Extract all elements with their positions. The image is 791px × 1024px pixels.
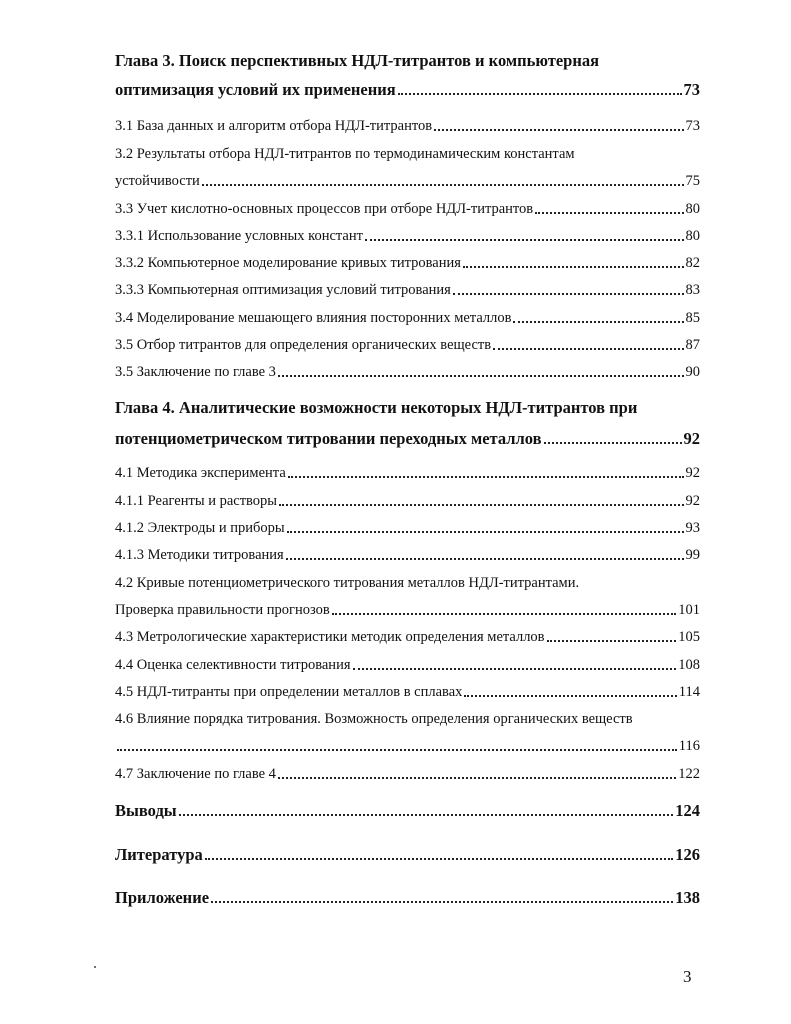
leader-dots <box>453 293 684 295</box>
toc-entry[interactable] <box>115 363 700 381</box>
toc-entry[interactable] <box>115 737 700 755</box>
toc-entry-text: 4.3 Метрологические характеристики методик определения металлов <box>115 629 545 645</box>
toc-entry-page: 108 <box>678 657 700 673</box>
toc-entry[interactable] <box>115 765 700 783</box>
toc-entry-text: 4.1.2 Электроды и приборы <box>115 520 285 536</box>
leader-dots <box>278 375 684 377</box>
leader-dots <box>434 129 683 131</box>
toc-entry-page: 105 <box>678 629 700 645</box>
toc-entry[interactable] <box>115 117 700 135</box>
toc-entry-text[interactable]: 4.6 Влияние порядка титрования. Возможность определения органических веществ <box>115 711 633 727</box>
leader-dots <box>332 613 677 615</box>
toc-entry-text: 4.5 НДЛ-титранты при определении металлов в сплавах <box>115 684 463 700</box>
toc-entry-page: 101 <box>678 602 700 618</box>
conclusions-entry[interactable] <box>115 801 700 821</box>
literature-entry[interactable] <box>115 845 700 865</box>
toc-entry[interactable] <box>115 683 700 701</box>
leader-dots <box>463 266 684 268</box>
toc-entry-text[interactable]: 4.2 Кривые потенциометрического титрования металлов НДЛ-титрантами. <box>115 575 580 591</box>
leader-dots <box>117 749 677 751</box>
leader-dots <box>365 239 684 241</box>
toc-entry[interactable] <box>115 546 700 564</box>
appendix-page: 138 <box>675 888 700 907</box>
toc-entry-page: 116 <box>678 738 700 754</box>
leader-dots <box>513 321 683 323</box>
toc-entry[interactable] <box>115 519 700 537</box>
page-number: 3 <box>683 967 692 986</box>
leader-dots <box>288 476 684 478</box>
toc-entry[interactable] <box>115 281 700 299</box>
toc-entry-text: 3.3 Учет кислотно-основных процессов при отборе НДЛ-титрантов <box>115 201 534 217</box>
leader-dots <box>287 531 684 533</box>
toc-entry[interactable] <box>115 200 700 218</box>
leader-dots <box>279 504 683 506</box>
toc-entry-text: 3.1 База данных и алгоритм отбора НДЛ-титрантов <box>115 118 433 134</box>
leader-dots <box>353 668 677 670</box>
chapter4-entry[interactable] <box>115 429 700 449</box>
chapter4-page: 92 <box>683 429 700 448</box>
toc-entry-text: устойчивости <box>115 173 200 189</box>
toc-entry[interactable] <box>115 601 700 619</box>
chapter3-title-line1: Глава 3. Поиск перспективных НДЛ-титрантов и компьютерная <box>115 51 600 70</box>
toc-entry[interactable] <box>115 309 700 327</box>
leader-dots <box>464 695 676 697</box>
toc-entry-text: 4.7 Заключение по главе 4 <box>115 766 276 782</box>
chapter3-title-line2: оптимизация условий их применения <box>115 80 396 99</box>
leader-dots <box>278 777 676 779</box>
leader-dots <box>544 442 682 444</box>
conclusions-page: 124 <box>675 801 700 820</box>
toc-entry-text: 3.5 Отбор титрантов для определения органических веществ <box>115 337 492 353</box>
toc-entry[interactable] <box>115 227 700 245</box>
appendix-title: Приложение <box>115 888 210 907</box>
toc-entry[interactable] <box>115 254 700 272</box>
chapter4-title-line1: Глава 4. Аналитические возможности некоторых НДЛ-титрантов при <box>115 398 638 417</box>
toc-entry-text: 4.4 Оценка селективности титрования <box>115 657 351 673</box>
toc-entry-page: 80 <box>685 228 700 244</box>
toc-entry-page: 92 <box>685 465 700 481</box>
toc-entry-page: 99 <box>685 547 700 563</box>
toc-entry[interactable] <box>115 492 700 510</box>
leader-dots <box>286 558 684 560</box>
leader-dots <box>211 901 673 903</box>
leader-dots <box>179 814 674 816</box>
toc-entry-text: 4.1.3 Методики титрования <box>115 547 284 563</box>
toc-entry-text: 3.3.2 Компьютерное моделирование кривых титрования <box>115 255 461 271</box>
toc-entry-page: 92 <box>685 493 700 509</box>
leader-dots <box>398 93 682 95</box>
toc-entry[interactable] <box>115 172 700 190</box>
toc-entry-text: Проверка правильности прогнозов <box>115 602 330 618</box>
appendix-entry[interactable] <box>115 888 700 908</box>
leader-dots <box>547 640 677 642</box>
toc-entry-page: 85 <box>685 310 700 326</box>
literature-title: Литература <box>115 845 203 864</box>
toc-entry-text: 3.4 Моделирование мешающего влияния посторонних металлов <box>115 310 512 326</box>
toc-entry-page: 93 <box>685 520 700 536</box>
toc-entry-page: 75 <box>685 173 700 189</box>
toc-entry-page: 87 <box>685 337 700 353</box>
toc-entry[interactable] <box>115 656 700 674</box>
toc-entry-text: 3.3.3 Компьютерная оптимизация условий титрования <box>115 282 451 298</box>
toc-entry-page: 80 <box>685 201 700 217</box>
toc-entry-text: 4.1.1 Реагенты и растворы <box>115 493 278 509</box>
toc-entry[interactable] <box>115 628 700 646</box>
toc-entry-text: 4.1 Методика эксперимента <box>115 465 286 481</box>
chapter3-page: 73 <box>683 80 700 99</box>
toc-entry-page: 90 <box>685 364 700 380</box>
leader-dots <box>205 858 673 860</box>
scan-speck <box>94 966 96 968</box>
toc-entry-text: 3.3.1 Использование условных констант <box>115 228 363 244</box>
toc-entry-page: 114 <box>678 684 700 700</box>
toc-entry-page: 82 <box>685 255 700 271</box>
toc-entry-page: 73 <box>685 118 700 134</box>
toc-entry[interactable] <box>115 336 700 354</box>
chapter3-entry[interactable] <box>115 80 700 100</box>
leader-dots <box>535 212 683 214</box>
toc-entry-page: 122 <box>678 766 700 782</box>
toc-entry-text: 3.5 Заключение по главе 3 <box>115 364 276 380</box>
leader-dots <box>202 184 684 186</box>
leader-dots <box>493 348 683 350</box>
toc-entry-page: 83 <box>685 282 700 298</box>
toc-entry-text[interactable]: 3.2 Результаты отбора НДЛ-титрантов по термодинамическим константам <box>115 146 575 162</box>
literature-page: 126 <box>675 845 700 864</box>
conclusions-title: Выводы <box>115 801 177 820</box>
chapter4-title-line2: потенциометрическом титровании переходных металлов <box>115 429 542 448</box>
toc-entry[interactable] <box>115 464 700 482</box>
